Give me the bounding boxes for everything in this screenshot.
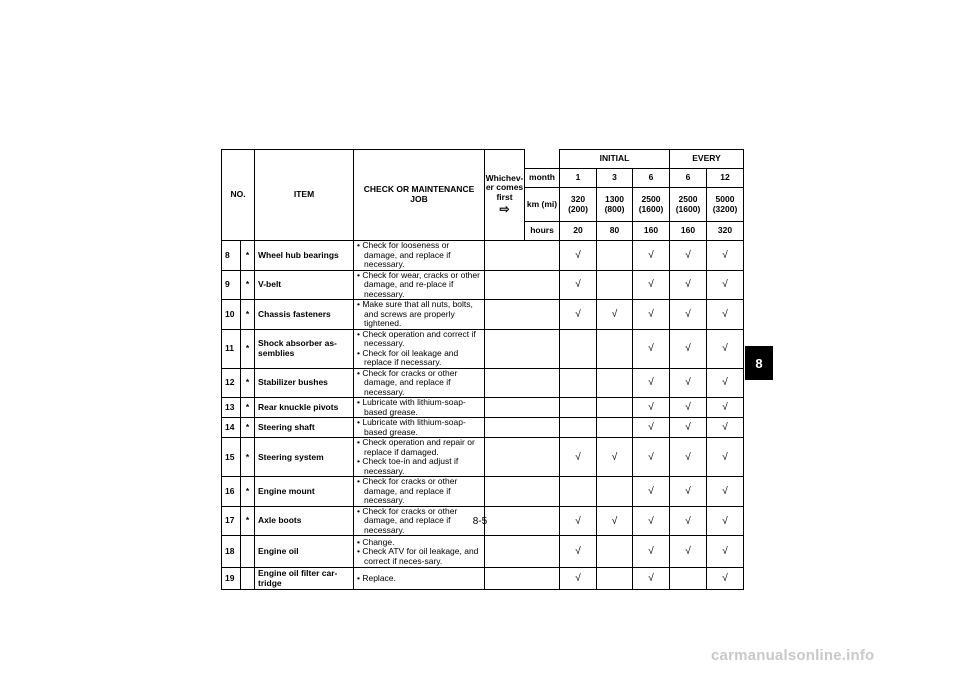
row-star: * xyxy=(241,438,255,477)
row-number: 8 xyxy=(222,241,241,271)
month-value: 1 xyxy=(560,169,597,188)
row-whichever-blank xyxy=(485,477,560,507)
row-item: Engine oil xyxy=(255,536,354,568)
row-job xyxy=(354,418,485,438)
row-item: Chassis fasteners xyxy=(255,300,354,330)
row-star: * xyxy=(241,241,255,271)
month-value: 6 xyxy=(670,169,707,188)
check-mark: √ xyxy=(707,506,744,536)
check-mark: √ xyxy=(670,477,707,507)
table-row xyxy=(222,568,744,590)
check-mark xyxy=(597,568,633,590)
km-label: km (mi) xyxy=(525,188,560,222)
right-arrow-icon: ⇨ xyxy=(499,202,510,217)
check-mark: √ xyxy=(670,300,707,330)
table-row xyxy=(222,438,744,477)
month-value: 3 xyxy=(597,169,633,188)
month-value: 12 xyxy=(707,169,744,188)
check-mark: √ xyxy=(633,477,670,507)
row-job xyxy=(354,536,485,568)
row-star: * xyxy=(241,418,255,438)
row-job xyxy=(354,329,485,368)
check-mark: √ xyxy=(670,418,707,438)
table-row xyxy=(222,270,744,300)
header-item: ITEM xyxy=(255,150,354,241)
check-mark: √ xyxy=(633,241,670,271)
row-whichever-blank xyxy=(485,418,560,438)
row-star: * xyxy=(241,398,255,418)
check-mark xyxy=(560,368,597,398)
row-whichever-blank xyxy=(485,398,560,418)
check-mark xyxy=(597,398,633,418)
row-star: * xyxy=(241,477,255,507)
km-value: 2500 (1600) xyxy=(633,188,670,222)
hours-label: hours xyxy=(525,222,560,241)
check-mark xyxy=(597,536,633,568)
check-mark: √ xyxy=(670,368,707,398)
km-value: 1300 (800) xyxy=(597,188,633,222)
header-job: CHECK OR MAINTENANCE JOB xyxy=(354,150,485,241)
job-line: • Check toe-in and adjust if necessary. xyxy=(357,456,459,476)
job-line: • Lubricate with lithium-soap-based grease. xyxy=(357,417,466,437)
check-mark xyxy=(670,568,707,590)
check-mark: √ xyxy=(707,398,744,418)
job-line: • Check for cracks or other damage, and replace if necessary. xyxy=(357,367,458,397)
table-row xyxy=(222,300,744,330)
check-mark: √ xyxy=(560,438,597,477)
check-mark: √ xyxy=(597,506,633,536)
check-mark: √ xyxy=(707,568,744,590)
job-line: • Check for wear, cracks or other damage, and re-place if necessary. xyxy=(357,269,480,299)
check-mark: √ xyxy=(670,506,707,536)
header-initial: INITIAL xyxy=(560,150,670,169)
row-whichever-blank xyxy=(485,300,560,330)
row-number: 13 xyxy=(222,398,241,418)
table-row xyxy=(222,418,744,438)
row-whichever-blank xyxy=(485,368,560,398)
job-line: • Check operation and repair or replace if damaged. xyxy=(357,437,475,457)
row-item: Steering shaft xyxy=(255,418,354,438)
row-whichever-blank xyxy=(485,536,560,568)
check-mark: √ xyxy=(633,398,670,418)
row-job xyxy=(354,300,485,330)
row-star xyxy=(241,568,255,590)
watermark: carmanualsonline.info xyxy=(711,647,875,664)
job-line: • Replace. xyxy=(357,573,396,584)
row-star xyxy=(241,536,255,568)
check-mark: √ xyxy=(670,438,707,477)
row-star: * xyxy=(241,270,255,300)
check-mark: √ xyxy=(707,241,744,271)
check-mark: √ xyxy=(670,241,707,271)
hours-value: 320 xyxy=(707,222,744,241)
table-row xyxy=(222,536,744,568)
row-number: 14 xyxy=(222,418,241,438)
row-job xyxy=(354,438,485,477)
row-number: 11 xyxy=(222,329,241,368)
check-mark: √ xyxy=(560,506,597,536)
hours-value: 160 xyxy=(670,222,707,241)
job-line: • Check for looseness or damage, and replace if necessary. xyxy=(357,240,451,270)
km-value: 320 (200) xyxy=(560,188,597,222)
row-whichever-blank xyxy=(485,270,560,300)
row-star: * xyxy=(241,368,255,398)
row-number: 18 xyxy=(222,536,241,568)
header-no: NO. xyxy=(222,150,255,241)
table-row xyxy=(222,241,744,271)
page-number: 8-5 xyxy=(472,516,488,527)
row-job xyxy=(354,241,485,271)
check-mark: √ xyxy=(560,241,597,271)
check-mark: √ xyxy=(597,438,633,477)
check-mark: √ xyxy=(707,536,744,568)
row-item: Engine oil filter car-tridge xyxy=(255,568,354,590)
row-item: Engine mount xyxy=(255,477,354,507)
row-item: Axle boots xyxy=(255,506,354,536)
job-line: • Check for oil leakage and replace if necessary. xyxy=(357,347,459,368)
row-number: 16 xyxy=(222,477,241,507)
row-job xyxy=(354,477,485,507)
row-whichever-blank xyxy=(485,438,560,477)
table-row xyxy=(222,329,744,368)
row-star: * xyxy=(241,329,255,368)
whichever-label: Whichev-er comes first xyxy=(485,172,524,202)
hours-value: 80 xyxy=(597,222,633,241)
row-job xyxy=(354,398,485,418)
row-number: 19 xyxy=(222,568,241,590)
check-mark: √ xyxy=(670,398,707,418)
row-item: Stabilizer bushes xyxy=(255,368,354,398)
check-mark: √ xyxy=(670,536,707,568)
job-line: • Make sure that all nuts, bolts, and screws are properly tightened. xyxy=(357,299,473,329)
row-job xyxy=(354,270,485,300)
row-item: Shock absorber as-semblies xyxy=(255,329,354,368)
month-value: 6 xyxy=(633,169,670,188)
check-mark xyxy=(597,241,633,271)
check-mark: √ xyxy=(633,506,670,536)
table-row xyxy=(222,398,744,418)
month-label: month xyxy=(525,169,560,188)
row-item: Steering system xyxy=(255,438,354,477)
check-mark: √ xyxy=(633,368,670,398)
check-mark: √ xyxy=(707,270,744,300)
km-value: 5000 (3200) xyxy=(707,188,744,222)
check-mark: √ xyxy=(670,270,707,300)
check-mark xyxy=(560,477,597,507)
check-mark: √ xyxy=(560,536,597,568)
table-row xyxy=(222,477,744,507)
job-line: • Check for cracks or other damage, and replace if necessary. xyxy=(357,505,458,535)
check-mark: √ xyxy=(633,438,670,477)
check-mark xyxy=(597,477,633,507)
job-line: • Change. xyxy=(357,536,395,547)
check-mark: √ xyxy=(670,329,707,368)
check-mark: √ xyxy=(560,568,597,590)
check-mark xyxy=(597,270,633,300)
row-job xyxy=(354,568,485,590)
row-star: * xyxy=(241,506,255,536)
hours-value: 20 xyxy=(560,222,597,241)
row-number: 17 xyxy=(222,506,241,536)
hours-value: 160 xyxy=(633,222,670,241)
header-row-1 xyxy=(222,150,744,169)
check-mark: √ xyxy=(707,438,744,477)
header-every: EVERY xyxy=(670,150,744,169)
check-mark: √ xyxy=(707,300,744,330)
check-mark xyxy=(597,368,633,398)
check-mark xyxy=(597,329,633,368)
check-mark: √ xyxy=(707,477,744,507)
row-number: 10 xyxy=(222,300,241,330)
check-mark xyxy=(560,398,597,418)
section-tab: 8 xyxy=(745,346,773,380)
check-mark xyxy=(560,329,597,368)
check-mark: √ xyxy=(633,418,670,438)
table-row xyxy=(222,368,744,398)
check-mark: √ xyxy=(633,329,670,368)
job-line: • Check ATV for oil leakage, and correct if neces-sary. xyxy=(357,546,479,566)
check-mark: √ xyxy=(707,368,744,398)
job-line: • Check for cracks or other damage, and replace if necessary. xyxy=(357,476,458,506)
check-mark: √ xyxy=(597,300,633,330)
row-number: 15 xyxy=(222,438,241,477)
check-mark: √ xyxy=(560,270,597,300)
row-job xyxy=(354,368,485,398)
check-mark: √ xyxy=(633,300,670,330)
row-whichever-blank xyxy=(485,241,560,271)
row-item: Rear knuckle pivots xyxy=(255,398,354,418)
check-mark xyxy=(560,418,597,438)
row-number: 9 xyxy=(222,270,241,300)
row-number: 12 xyxy=(222,368,241,398)
row-item: Wheel hub bearings xyxy=(255,241,354,271)
check-mark: √ xyxy=(633,536,670,568)
check-mark: √ xyxy=(707,418,744,438)
row-item: V-belt xyxy=(255,270,354,300)
row-whichever-blank xyxy=(485,329,560,368)
check-mark xyxy=(597,418,633,438)
header-whichever xyxy=(485,150,525,241)
check-mark: √ xyxy=(633,270,670,300)
row-star: * xyxy=(241,300,255,330)
check-mark: √ xyxy=(560,300,597,330)
job-line: • Lubricate with lithium-soap-based grease. xyxy=(357,397,466,417)
km-value: 2500 (1600) xyxy=(670,188,707,222)
check-mark: √ xyxy=(707,329,744,368)
check-mark: √ xyxy=(633,568,670,590)
row-whichever-blank xyxy=(485,568,560,590)
job-line: • Check operation and correct if necessary. xyxy=(357,328,476,349)
